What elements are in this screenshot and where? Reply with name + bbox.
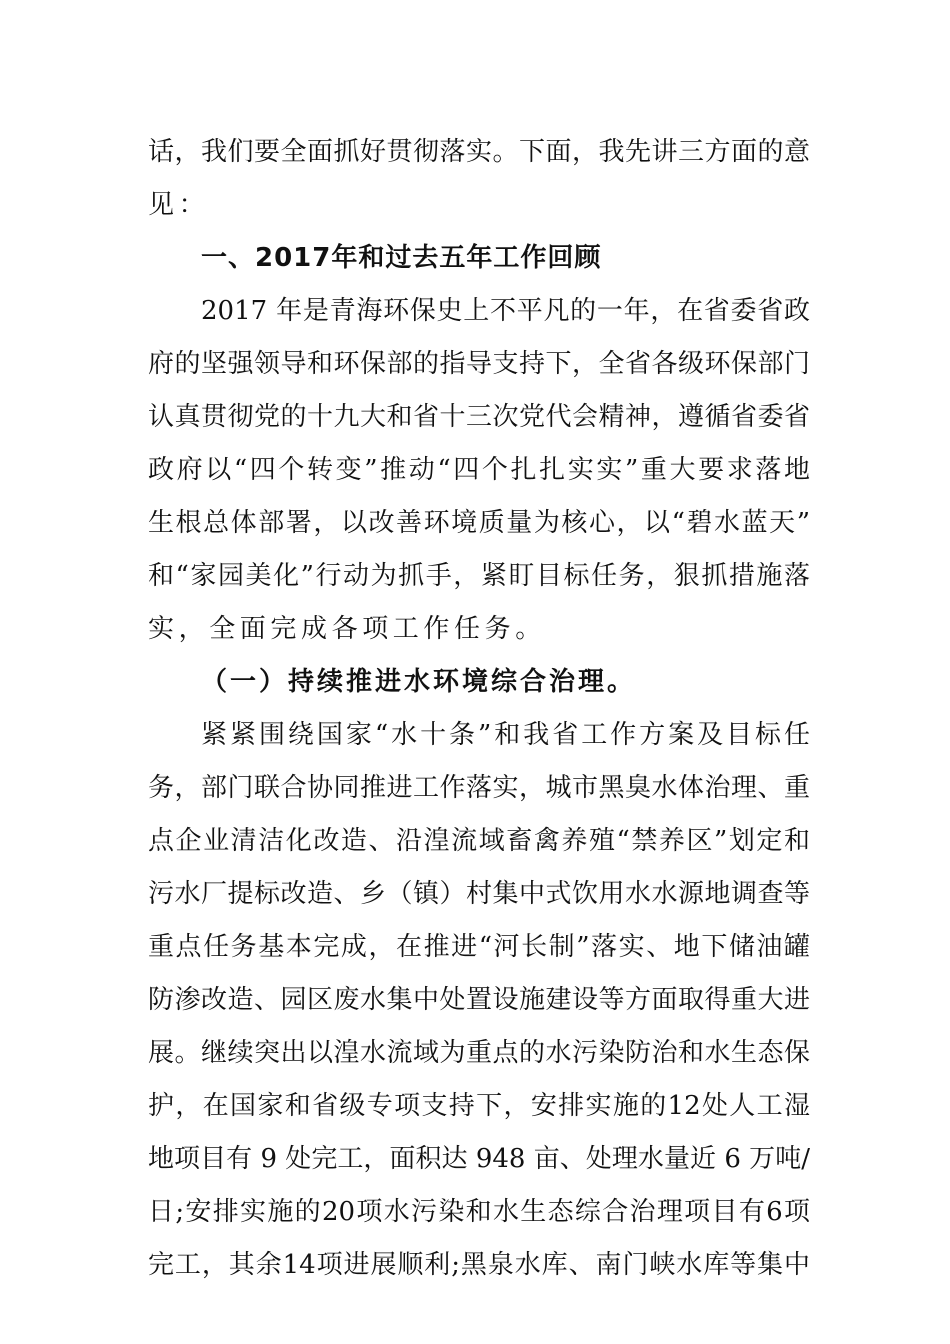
paragraph-line: 认真贯彻党的十九大和省十三次党代会精神，遵循省委省	[148, 402, 810, 432]
paragraph-line: 话，我们要全面抓好贯彻落实。下面，我先讲三方面的意	[148, 137, 810, 167]
subsection-heading: （一）持续推进水环境综合治理。	[201, 667, 637, 697]
paragraph-line: 展。继续突出以湟水流域为重点的水污染防治和水生态保	[148, 1038, 810, 1068]
paragraph-line: 和“家园美化”行动为抓手，紧盯目标任务，狠抓措施落	[148, 561, 810, 591]
paragraph-line: 府的坚强领导和环保部的指导支持下，全省各级环保部门	[148, 349, 810, 379]
paragraph-line: 实，全面完成各项工作任务。	[148, 614, 546, 644]
paragraph-line: 污水厂提标改造、乡（镇）村集中式饮用水水源地调查等	[148, 879, 810, 909]
paragraph-line: 日;安排实施的20项水污染和水生态综合治理项目有6项	[148, 1197, 810, 1227]
paragraph-line: 护，在国家和省级专项支持下，安排实施的12处人工湿	[148, 1091, 810, 1121]
paragraph-line: 点企业清洁化改造、沿湟流域畜禽养殖“禁养区”划定和	[148, 826, 810, 856]
paragraph-line: 2017 年是青海环保史上不平凡的一年，在省委省政	[201, 296, 810, 326]
paragraph-line: 防渗改造、园区废水集中处置设施建设等方面取得重大进	[148, 985, 810, 1015]
paragraph-line: 政府以“四个转变”推动“四个扎扎实实”重大要求落地	[148, 455, 810, 485]
paragraph-line: 完工，其余14项进展顺利;黑泉水库、南门峡水库等集中	[148, 1250, 810, 1280]
paragraph-line: 地项目有 9 处完工，面积达 948 亩、处理水量近 6 万吨/	[148, 1144, 810, 1174]
paragraph-line: 务，部门联合协同推进工作落实，城市黑臭水体治理、重	[148, 773, 810, 803]
paragraph-line: 见：	[148, 190, 210, 220]
paragraph-line: 生根总体部署，以改善环境质量为核心，以“碧水蓝天”	[148, 508, 810, 538]
paragraph-line: 重点任务基本完成，在推进“河长制”落实、地下储油罐	[148, 932, 810, 962]
paragraph-line: 紧紧围绕国家“水十条”和我省工作方案及目标任	[201, 720, 810, 750]
document-page	[148, 126, 810, 1292]
section-heading: 一、2017年和过去五年工作回顾	[201, 243, 602, 273]
